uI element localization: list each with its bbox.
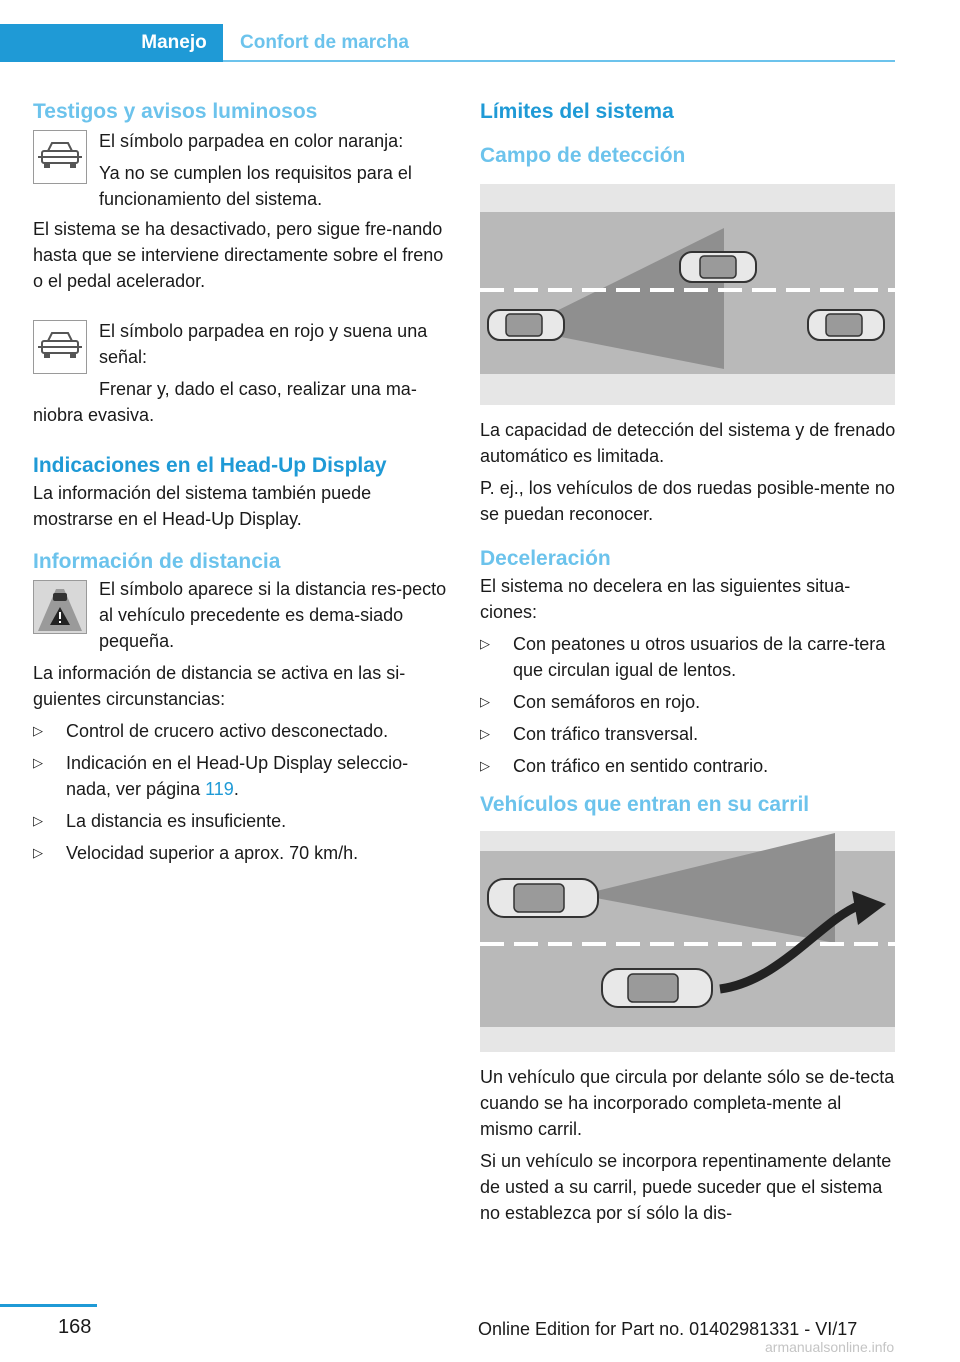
icon-text-orange-2: Ya no se cumplen los requisitos para el funcionamiento del sistema. (99, 163, 412, 209)
paragraph-desactivado: El sistema se ha desactivado, pero sigue fre‐nando hasta que se interviene directamente sobre el freno o el pedal acelerador. (33, 219, 444, 291)
figure-vehicle-entering (480, 831, 895, 1052)
figure-detection-field (480, 184, 895, 405)
footer-edition: Online Edition for Part no. 01402981331 - VI/17 (478, 1319, 858, 1339)
list-item: ▷ Con tráfico transversal. (480, 721, 898, 747)
section-title-testigos: Testigos y avisos luminosos (33, 100, 318, 123)
section-title-limites: Límites del sistema (480, 100, 674, 123)
paragraph-distancia: La información de distancia se activa en las si‐guientes circunstancias: (33, 663, 406, 709)
icon-text-red-1: El símbolo parpadea en rojo y suena una señal: (99, 321, 428, 367)
page-header (0, 24, 895, 62)
header-accent-block (0, 24, 125, 62)
section-title-vehiculos: Vehículos que entran en su carril (480, 793, 810, 816)
triangle-bullet-icon: ▷ (33, 813, 43, 828)
footer-accent-line (0, 1304, 97, 1307)
icon-text-orange-1: El símbolo parpadea en color naranja: (99, 131, 404, 151)
right-column (480, 100, 898, 1226)
car-front-icon (33, 130, 87, 184)
list-distancia (33, 718, 451, 866)
header-tab-manejo[interactable]: Manejo (125, 24, 223, 62)
section-title-hud: Indicaciones en el Head-Up Display (33, 454, 387, 477)
page-link-119[interactable]: 119 (205, 779, 234, 799)
list-item: ▷ La distancia es insuficiente. (33, 808, 451, 834)
header-tab-confort[interactable]: Confort de marcha (240, 32, 409, 53)
list-deceleracion (480, 631, 898, 779)
triangle-bullet-icon: ▷ (480, 636, 490, 651)
paragraph-capacidad: La capacidad de detección del sistema y de frenado automático es limitada. (480, 420, 896, 466)
paragraph-hud: La información del sistema también puede mostrarse en el Head-Up Display. (33, 483, 372, 529)
section-title-distancia: Información de distancia (33, 550, 281, 573)
icon-row-red (33, 318, 451, 402)
list-item: ▷ Con peatones u otros usuarios de la carre‐tera que circulan igual de lentos. (480, 631, 898, 683)
paragraph-dos-ruedas: P. ej., los vehículos de dos ruedas posible‐mente no se puedan reconocer. (480, 478, 895, 524)
triangle-bullet-icon: ▷ (33, 845, 43, 860)
car-top-icon (488, 879, 598, 917)
list-item: ▷ Con semáforos en rojo. (480, 689, 898, 715)
left-column (33, 100, 451, 872)
list-item: ▷ Indicación en el Head-Up Display seleccio‐nada, ver página 119. (33, 750, 451, 802)
list-item: ▷ Control de crucero activo desconectado. (33, 718, 451, 744)
header-underline (223, 60, 895, 62)
triangle-bullet-icon: ▷ (33, 723, 43, 738)
list-item: ▷ Velocidad superior a aprox. 70 km/h. (33, 840, 451, 866)
car-top-icon (808, 310, 884, 340)
watermark: armanualsonline.info (765, 1339, 895, 1355)
triangle-bullet-icon: ▷ (480, 694, 490, 709)
icon-row-orange (33, 128, 451, 212)
icon-text-red-2: Frenar y, dado el caso, realizar una ma‐ (99, 379, 417, 399)
paragraph-vehiculo-delante: Un vehículo que circula por delante sólo se de‐tecta cuando se ha incorporado completa‐mente al mismo carril. (480, 1067, 895, 1139)
paragraph-incorpora: Si un vehículo se incorpora repentinamente delante de usted a su carril, puede suceder que el sistema no establezca por sí sólo la dis‐ (480, 1151, 892, 1223)
triangle-bullet-icon: ▷ (33, 755, 43, 770)
paragraph-evasiva: niobra evasiva. (33, 405, 155, 425)
icon-text-distance: El símbolo aparece si la distancia res‐pecto al vehículo precedente es dema‐siado pequeña. (99, 579, 447, 651)
page-number: 168 (58, 1316, 92, 1338)
distance-warning-icon (33, 580, 87, 634)
car-top-icon (680, 252, 756, 282)
list-item: ▷ Con tráfico en sentido contrario. (480, 753, 898, 779)
paragraph-deceleracion: El sistema no decelera en las siguientes situa‐ciones: (480, 576, 851, 622)
section-subtitle-campo: Campo de detección (480, 144, 686, 167)
triangle-bullet-icon: ▷ (480, 758, 490, 773)
section-title-deceleracion: Deceleración (480, 547, 611, 570)
car-front-icon (33, 320, 87, 374)
triangle-bullet-icon: ▷ (480, 726, 490, 741)
car-top-icon (602, 969, 712, 1007)
car-top-icon (488, 310, 564, 340)
icon-row-distance (33, 576, 451, 654)
